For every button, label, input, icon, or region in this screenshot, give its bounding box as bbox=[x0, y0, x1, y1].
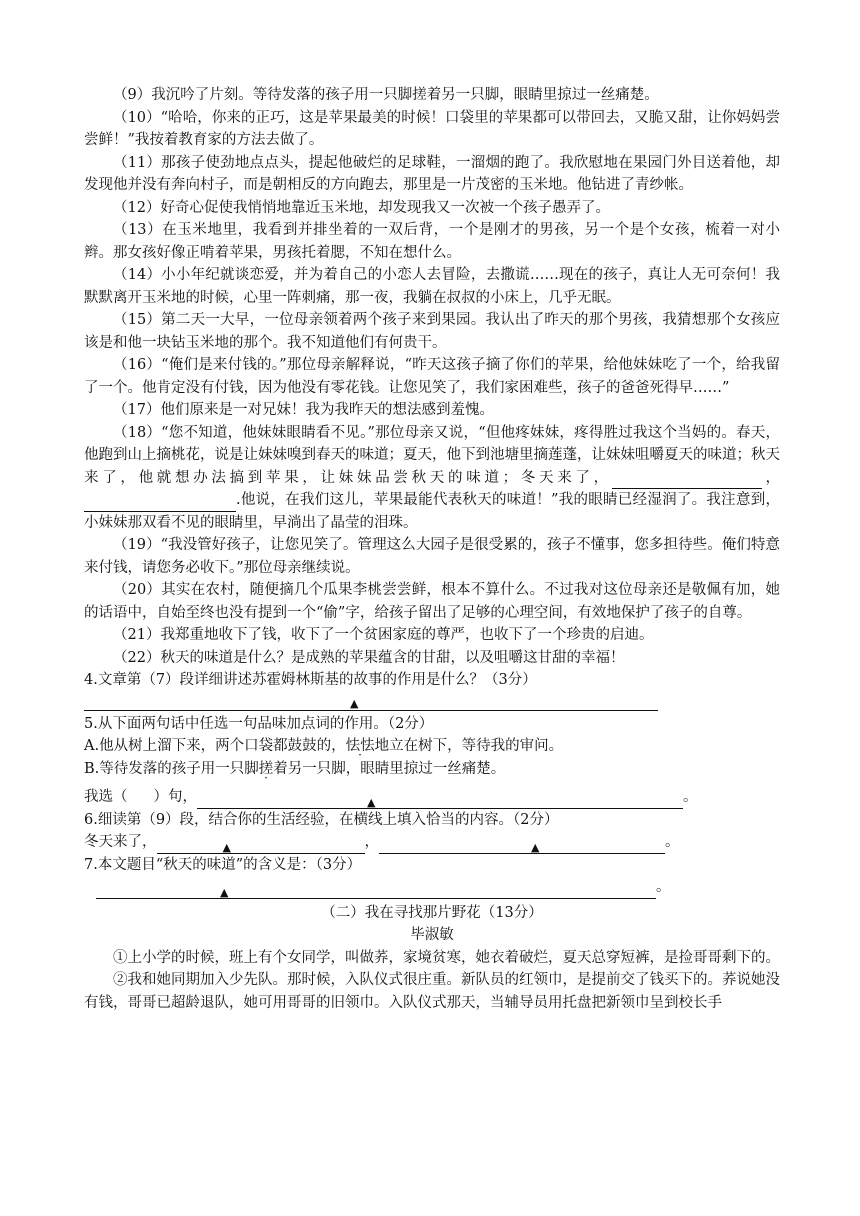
paragraph: （21）我郑重地收下了钱，收下了一个贫困家庭的尊严，也收下了一个珍贵的启迪。 bbox=[113, 627, 654, 643]
question-6-answer: 冬天来了， ▲ ， ▲ 。 bbox=[84, 834, 680, 854]
question-4: 4.文章第（7）段详细讲述苏霍姆林斯基的故事的作用是什么？（3分） bbox=[84, 672, 537, 688]
answer-line-q5[interactable] bbox=[197, 794, 683, 809]
emphasis-word: 搓 bbox=[258, 760, 274, 777]
paragraph: （10）“哈哈，你来的正巧，这是苹果最美的时候！口袋里的苹果都可以带回去，又脆又甜，让你妈妈尝尝鲜！”我按着教育家的方法去做了。 bbox=[84, 109, 780, 148]
answer-marker: ▲ bbox=[531, 840, 540, 854]
answer-line-q4[interactable] bbox=[84, 692, 658, 711]
paragraph-18: （18）“您不知道，他妹妹眼睛看不见。”那位母亲又说，“但他疼妹妹，疼得胜过我这个当妈的。春天，他跑到山上摘桃花，说是让妹妹嗅到春天的味道；夏天，他下到池塘里摘莲蓬，让妹妹咀嚼夏天的味道；秋天来了，他就想办法搞到苹果，让妹妹品尝秋天的味道；冬天来了， ，.他说，在我们这儿，苹果最能代表秋天的味道！”我的眼睛已经湿润了。我注意到，小妹妹那双看不见的眼睛里，早淌出了晶莹的泪珠。 bbox=[84, 424, 781, 531]
answer-marker: ▲ bbox=[367, 795, 376, 809]
paragraph: （19）“我没管好孩子，让您见笑了。管理这么大园子是很受累的，孩子不懂事，您多担待些。俺们特意来付钱，请您务必收下。”那位母亲继续说。 bbox=[84, 537, 780, 576]
author-name: 毕淑敏 bbox=[410, 927, 454, 943]
answer-marker: ▲ bbox=[350, 696, 359, 710]
paragraph: （15）第二天一大早，一位母亲领着两个孩子来到果园。我认出了昨天的那个男孩，我猜想那个女孩应该是和他一块钻玉米地的那个。我不知道他们有何贵干。 bbox=[84, 312, 780, 351]
question-7-answer: ▲ 。 bbox=[84, 876, 780, 899]
paragraph: （11）那孩子使劲地点点头，提起他破烂的足球鞋，一溜烟的跑了。我欣慰地在果园门外目送着他，却发现他并没有奔向村子，而是朝相反的方向跑去，那里是一片茂密的玉米地。他钻进了青纱帐。 bbox=[84, 154, 780, 193]
blank-line[interactable] bbox=[84, 497, 236, 512]
paragraph: （14）小小年纪就谈恋爱，并为着自己的小恋人去冒险，去撒谎……现在的孩子，真让人无可奈何！我默默离开玉米地的时候，心里一阵刺痛，那一夜，我躺在叔叔的小床上，几乎无眠。 bbox=[84, 267, 780, 306]
question-5-answer: 我选（ ）句， ▲ 。 bbox=[84, 789, 698, 809]
story-paragraphs bbox=[84, 84, 780, 422]
paragraph: （13）在玉米地里，我看到并排坐着的一双后背，一个是刚才的男孩，另一个是个女孩，梳着一对小辫。那女孩好像正啃着苹果，男孩托着腮，不知在想什么。 bbox=[84, 222, 780, 261]
emphasis-word: 怯怯 bbox=[345, 738, 375, 754]
story-paragraphs-2 bbox=[84, 534, 780, 669]
paragraph: （12）好奇心促使我悄悄地靠近玉米地，却发现我又一次被一个孩子愚弄了。 bbox=[113, 199, 610, 216]
paragraph: （9）我沉吟了片刻。等待发落的孩子用一只脚搓着另一只脚，眼睛里掠过一丝痛楚。 bbox=[113, 87, 659, 103]
paragraph: ①上小学的时候，班上有个女同学，叫做荞，家境贫寒，她衣着破烂，夏天总穿短裤，是捡哥哥剩下的。 bbox=[113, 949, 780, 966]
section-title: （二）我在寻找那片野花（13分） bbox=[321, 904, 543, 921]
question-5-option-b: B.等待发落的孩子用一只脚搓着另一只脚，眼睛里掠过一丝痛楚。 bbox=[84, 758, 780, 781]
paragraph: （20）其实在农村，随便摘几个瓜果李桃尝尝鲜，根本不算什么。不过我对这位母亲还是敬佩有加，她的话语中，自始至终也没有提到一个“偷”字，给孩子留出了足够的心理空间，有效地保护了孩子的自尊。 bbox=[84, 582, 780, 621]
question-7: 7.本文题目“秋天的味道”的含义是：（3分） bbox=[84, 856, 362, 873]
paragraph: （17）他们原来是一对兄妹！我为我昨天的想法感到羞愧。 bbox=[113, 402, 494, 418]
answer-line-q6-b[interactable] bbox=[379, 839, 665, 854]
paragraph: ②我和她同期加入少先队。那时候，入队仪式很庄重。新队员的红领巾，是提前交了钱买下的。荞说她没有钱，哥哥已超龄退队，她可用哥哥的旧领巾。入队仪式那天，当辅导员用托盘把新领巾呈到校长手 bbox=[84, 972, 780, 1011]
document-page bbox=[84, 84, 780, 1014]
answer-marker: ▲ bbox=[220, 885, 229, 899]
answer-marker: ▲ bbox=[222, 840, 231, 854]
question-5: 5.从下面两句话中任选一句品味加点词的作用。（2分） bbox=[84, 715, 434, 732]
blank-line[interactable] bbox=[612, 474, 762, 489]
answer-line-q7[interactable] bbox=[96, 884, 656, 899]
story-paragraphs-3 bbox=[84, 947, 780, 1015]
paragraph: （16）“俺们是来付钱的。”那位母亲解释说，“昨天这孩子摘了你们的苹果，给他妹妹吃了一个，给我留了一个。他肯定没有付钱，因为他没有零花钱。让您见笑了，我们家困难些，孩子的爸爸死得早……” bbox=[84, 357, 780, 396]
answer-line-q6-a[interactable] bbox=[157, 839, 365, 854]
question-5-option-a: A.他从树上溜下来，两个口袋都鼓鼓的，怯怯地立在树下，等待我的审问。 bbox=[84, 735, 780, 758]
paragraph: （22）秋天的味道是什么？是成熟的苹果蕴含的甘甜，以及咀嚼这甘甜的幸福！ bbox=[113, 649, 625, 666]
question-6: 6.细读第（9）段，结合你的生活经验，在横线上填入恰当的内容。（2分） bbox=[84, 811, 559, 828]
